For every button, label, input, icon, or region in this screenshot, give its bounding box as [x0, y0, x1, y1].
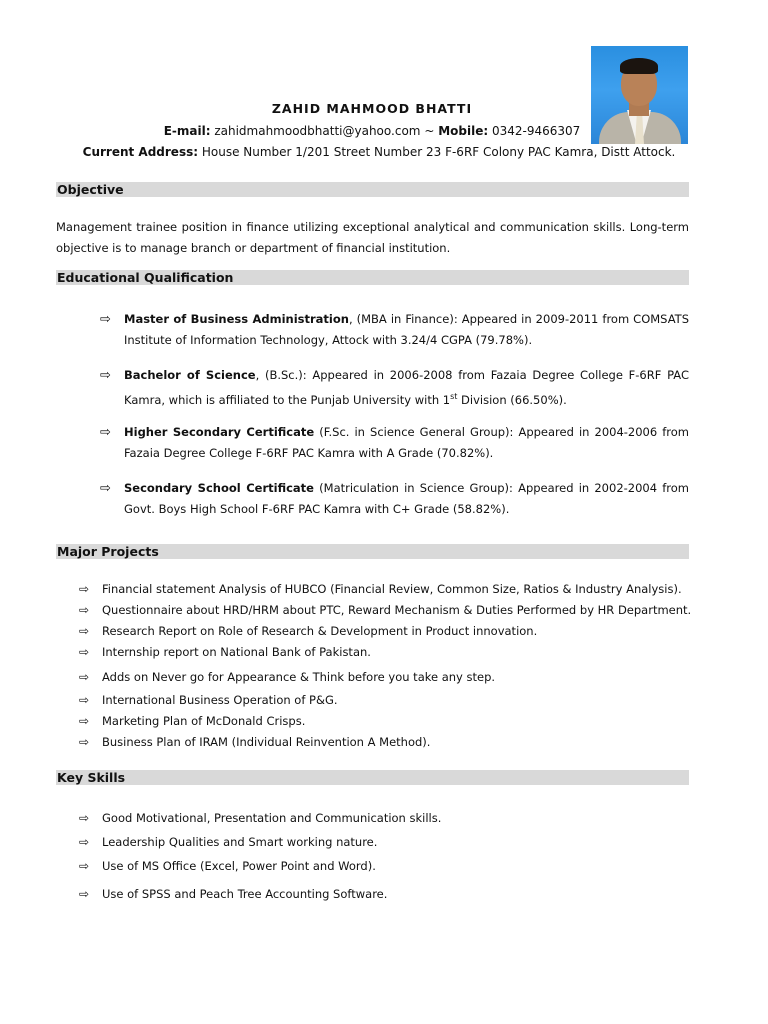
ordinal-suffix: st: [450, 392, 458, 401]
education-item-text: [124, 478, 689, 520]
list-item: [79, 835, 699, 850]
project-text: International Business Operation of P&G.: [102, 693, 338, 707]
project-text: Marketing Plan of McDonald Crisps.: [102, 714, 306, 728]
degree-name: Secondary School Certificate: [124, 481, 314, 495]
education-item-text: [124, 365, 689, 411]
address-value: House Number 1/201 Street Number 23 F-6RF Colony PAC Kamra, Distt Attock.: [201, 145, 676, 159]
objective-text: Management trainee position in finance utilizing exceptional analytical and communication skills. Long-term objective is to manage branch or department of financial institution.: [56, 220, 689, 255]
project-text: Adds on Never go for Appearance & Think before you take any step.: [102, 670, 496, 684]
education-item-text: [124, 422, 689, 464]
degree-name: Master of Business Administration: [124, 312, 349, 326]
skill-text: Leadership Qualities and Smart working nature.: [102, 835, 378, 849]
arrow-bullet-icon: ⇨: [79, 714, 90, 728]
skills-heading: Key Skills: [56, 770, 689, 785]
objective-heading: Objective: [56, 182, 689, 197]
list-item: [79, 887, 699, 902]
arrow-bullet-icon: ⇨: [79, 603, 90, 617]
contact-line: [0, 124, 744, 138]
candidate-name: ZAHID MAHMOOD BHATTI: [271, 101, 473, 116]
list-item: [79, 735, 699, 750]
degree-name: Bachelor of Science: [124, 368, 256, 382]
education-item: [100, 365, 689, 411]
list-item: [79, 859, 699, 874]
arrow-bullet-icon: ⇨: [79, 670, 90, 684]
skill-text: Use of MS Office (Excel, Power Point and Word).: [102, 859, 376, 873]
skill-text: Use of SPSS and Peach Tree Accounting Software.: [102, 887, 388, 901]
project-text: Business Plan of IRAM (Individual Reinvention A Method).: [102, 735, 431, 749]
mobile-label: Mobile:: [438, 124, 489, 138]
project-text: Financial statement Analysis of HUBCO (Financial Review, Common Size, Ratios & Industry Analysis).: [102, 582, 682, 596]
skill-text: Good Motivational, Presentation and Communication skills.: [102, 811, 442, 825]
arrow-bullet-icon: ⇨: [100, 425, 111, 440]
arrow-bullet-icon: ⇨: [100, 312, 111, 327]
degree-name: Higher Secondary Certificate: [124, 425, 315, 439]
degree-detail: (Matriculation in Science Group): Appeared in 2002-2004 from Govt. Boys High School F-6RF PAC Kamra with C+ Grade (58.82%).: [124, 481, 689, 516]
list-item: [79, 693, 699, 708]
education-item-text: [124, 309, 689, 351]
education-heading: Educational Qualification: [56, 270, 689, 285]
photo-hair: [620, 58, 658, 74]
arrow-bullet-icon: ⇨: [79, 811, 90, 825]
education-item: [100, 309, 689, 351]
address-line: [0, 145, 758, 159]
list-item: [79, 582, 699, 597]
degree-detail-end: Division (66.50%).: [457, 392, 567, 407]
email-address[interactable]: zahidmahmoodbhatti@yahoo.com: [214, 124, 421, 138]
degree-detail: (F.Sc. in Science General Group): Appeared in 2004-2006 from Fazaia Degree College F-6RF PAC Kamra with A Grade (70.82%).: [124, 425, 690, 460]
mobile-number: 0342-9466307: [491, 124, 581, 138]
arrow-bullet-icon: ⇨: [79, 582, 90, 596]
list-item: [79, 603, 699, 618]
education-item: [100, 478, 689, 520]
email-label: E-mail:: [163, 124, 211, 138]
address-label: Current Address:: [82, 145, 199, 159]
arrow-bullet-icon: ⇨: [79, 693, 90, 707]
projects-heading: Major Projects: [56, 544, 689, 559]
project-text: Questionnaire about HRD/HRM about PTC, Reward Mechanism & Duties Performed by HR Department.: [102, 603, 692, 617]
arrow-bullet-icon: ⇨: [79, 835, 90, 849]
list-item: [79, 811, 699, 826]
arrow-bullet-icon: ⇨: [79, 645, 90, 659]
arrow-bullet-icon: ⇨: [100, 481, 111, 496]
arrow-bullet-icon: ⇨: [79, 887, 90, 901]
project-text: Internship report on National Bank of Pakistan.: [102, 645, 371, 659]
arrow-bullet-icon: ⇨: [79, 735, 90, 749]
arrow-bullet-icon: ⇨: [79, 859, 90, 873]
arrow-bullet-icon: ⇨: [100, 368, 111, 383]
list-item: [79, 624, 699, 639]
project-text: Research Report on Role of Research & Development in Product innovation.: [102, 624, 538, 638]
arrow-bullet-icon: ⇨: [79, 624, 90, 638]
list-item: [79, 645, 699, 660]
degree-detail: , (B.Sc.): Appeared in 2006-2008 from Fazaia Degree College F-6RF PAC Kamra, which is affiliated to the Punjab University with 1: [124, 368, 689, 407]
list-item: [79, 670, 699, 685]
contact-separator: ~: [424, 124, 435, 138]
degree-detail: , (MBA in Finance): Appeared in 2009-2011 from COMSATS Institute of Information Technology, Attock with 3.24/4 CGPA (79.78%).: [124, 312, 689, 347]
list-item: [79, 714, 699, 729]
education-item: [100, 422, 689, 464]
